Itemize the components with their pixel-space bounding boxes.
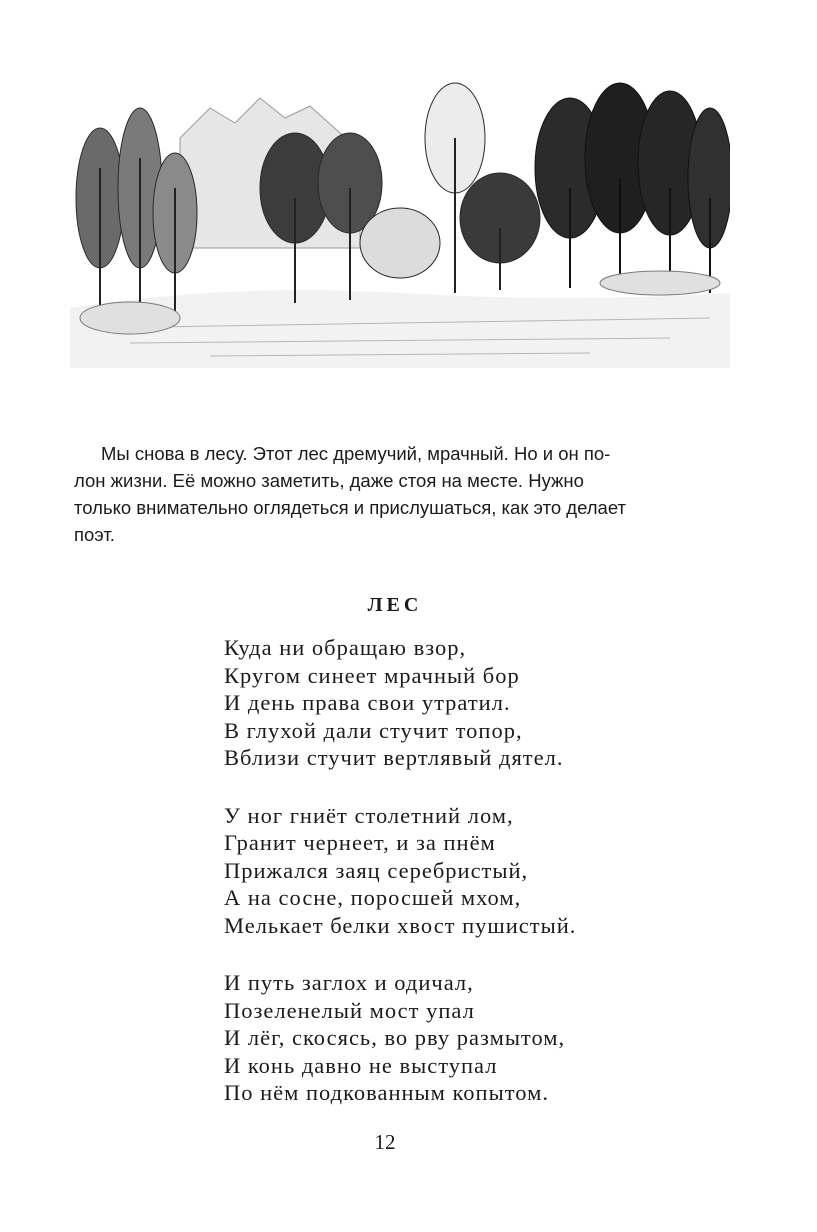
stanza-1: [224, 634, 576, 772]
verse-line: А на сосне, поросшей мхом,: [224, 885, 522, 910]
intro-line: только внимательно оглядеться и прислушаться, как это делает: [74, 497, 626, 518]
verse-line: В глухой дали стучит топор,: [224, 717, 523, 743]
stanza-2: [224, 802, 576, 940]
intro-paragraph: [74, 440, 714, 548]
page-number: 12: [374, 1130, 396, 1154]
verse-line: Мелькает белки хвост пушистый.: [224, 912, 577, 938]
verse-line: Позеленелый мост упал: [224, 997, 475, 1023]
intro-line: Мы снова в лесу. Этот лес дремучий, мрачный. Но и он по-: [101, 443, 611, 464]
poem-body: [224, 634, 576, 1137]
stanza-3: [224, 969, 576, 1107]
verse-line: Кругом синеет мрачный бор: [224, 662, 520, 688]
verse-line: И путь заглох и одичал,: [224, 970, 474, 995]
verse-line: По нём подкованным копытом.: [224, 1080, 549, 1105]
verse-line: И лёг, скосясь, во рву размытом,: [224, 1025, 566, 1050]
poem-title: ЛЕС: [367, 594, 423, 616]
intro-line: поэт.: [74, 524, 115, 545]
intro-line: лон жизни. Её можно заметить, даже стоя на месте. Нужно: [74, 470, 584, 491]
verse-line: Вблизи стучит вертлявый дятел.: [224, 745, 564, 770]
forest-illustration: [70, 78, 730, 368]
verse-line: И день права свои утратил.: [224, 690, 511, 715]
verse-line: У ног гниёт столетний лом,: [224, 802, 514, 828]
verse-line: Куда ни обращаю взор,: [224, 635, 467, 660]
verse-line: И конь давно не выступал: [224, 1052, 498, 1078]
verse-line: Гранит чернеет, и за пнём: [224, 830, 496, 855]
verse-line: Прижался заяц серебристый,: [224, 857, 529, 883]
